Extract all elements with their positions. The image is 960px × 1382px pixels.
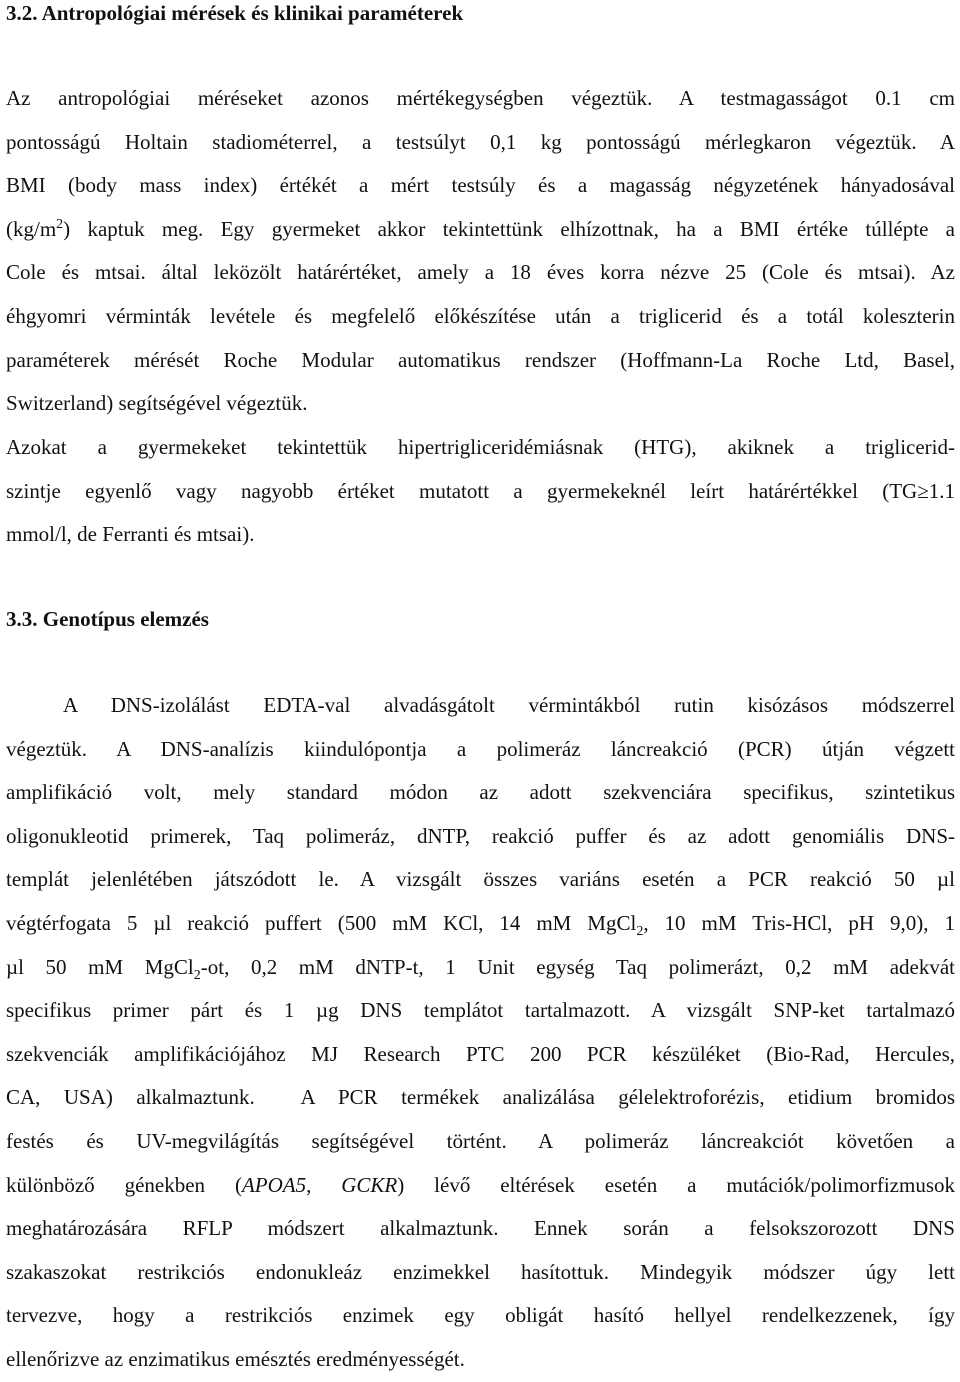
text-line: tervezve, hogy a restrikciós enzimek egy obligát hasító hellyel rendelkezzenek, így	[6, 1303, 955, 1328]
text-line: szintje egyenlő vagy nagyobb értéket mutatott a gyermekeknél leírt határértékkel (TG≥1.1	[6, 478, 955, 503]
subscript: 2	[193, 967, 201, 983]
text-line: szekvenciák amplifikációjához MJ Research PTC 200 PCR készüléket (Bio-Rad, Hercules,	[6, 1041, 955, 1066]
text-line: mmol/l, de Ferranti és mtsai).	[6, 522, 255, 547]
section-heading-3-3: 3.3. Genotípus elemzés	[6, 607, 209, 631]
text-line: specifikus primer párt és 1 µg DNS templátot tartalmazott. A vizsgált SNP-ket tartalmazó	[6, 998, 955, 1023]
paragraph-htg	[6, 426, 955, 557]
text-line: A DNS-izolálást EDTA-val alvadásgátolt vérmintákból rutin kisózásos módszerrel	[63, 693, 955, 717]
gene-names: APOA5, GCKR	[241, 1172, 398, 1197]
text-line: szakaszokat restrikciós endonukleáz enzimekkel hasítottuk. Mindegyik módszer úgy lett	[6, 1259, 955, 1284]
superscript: 2	[56, 216, 64, 232]
text-line: festés és UV-megvilágítás segítségével történt. A polimeráz láncreakciót követően a	[6, 1128, 955, 1153]
paragraph-genotyping	[6, 684, 955, 1382]
text-line: amplifikáció volt, mely standard módon az adott szekvenciára specifikus, szintetikus	[6, 780, 955, 805]
text-line: végeztük. A DNS-analízis kiindulópontja a polimeráz láncreakció (PCR) útján végzett	[6, 736, 955, 761]
text-line: ellenőrizve az enzimatikus emésztés eredményességét.	[6, 1346, 465, 1371]
text-line: különböző génekben (APOA5, GCKR) lévő eltérések esetén a mutációk/polimorfizmusok	[6, 1172, 956, 1197]
text-line: oligonukleotid primerek, Taq polimeráz, dNTP, reakció puffer és az adott genomiális DNS-	[6, 823, 955, 848]
subscript: 2	[636, 924, 644, 940]
text-line: paraméterek mérését Roche Modular automatikus rendszer (Hoffmann-La Roche Ltd, Basel,	[6, 347, 955, 372]
text-line: éhgyomri vérminták levétele és megfelelő előkészítése után a triglicerid és a totál koleszterin	[6, 303, 955, 328]
text-line: CA, USA) alkalmaztunk. A PCR termékek analizálása gélelektroforézis, etidium bromidos	[6, 1085, 955, 1110]
section-heading-3-2: 3.2. Antropológiai mérések és klinikai paraméterek	[6, 1, 464, 25]
text-line: templát jelenlétében játszódott le. A vizsgált összes variáns esetén a PCR reakció 50 µl	[6, 867, 955, 892]
text-line: Switzerland) segítségével végeztük.	[6, 391, 308, 416]
text-line: Cole és mtsai. által leközölt határértéket, amely a 18 éves korra nézve 25 (Cole és mtsai). Az	[6, 260, 955, 285]
text-line: pontosságú Holtain stadiométerrel, a testsúlyt 0,1 kg pontosságú mérlegkaron végeztük. A	[6, 129, 955, 154]
text-line: $(kg/m^2)$ kaptuk meg. Egy gyermeket akkor tekintettünk elhízottnak, ha a BMI értéke túllépte a	[6, 216, 955, 241]
text-line: BMI (body mass index) értékét a mért testsúly és a magasság négyzetének hányadosával	[6, 173, 955, 198]
text-line: meghatározására RFLP módszert alkalmaztunk. Ennek során a felsokszorozott DNS	[6, 1216, 955, 1241]
paragraph-anthropometry	[6, 77, 955, 426]
text-line: µl 50 mM MgCl$_2$-ot, 0,2 mM dNTP-t, 1 Unit egység Taq polimerázt, 0,2 mM adekvát	[6, 954, 955, 983]
text-line: Az antropológiai méréseket azonos mértékegységben végeztük. A testmagasságot 0.1 cm	[6, 86, 955, 110]
text-line: végtérfogata 5 µl reakció puffert (500 mM KCl, 14 mM MgCl$_2$, 10 mM Tris-HCl, pH 9,0), 1	[6, 910, 955, 940]
text-line: Azokat a gyermekeket tekintettük hipertrigliceridémiásnak (HTG), akiknek a triglicerid-	[6, 435, 955, 459]
